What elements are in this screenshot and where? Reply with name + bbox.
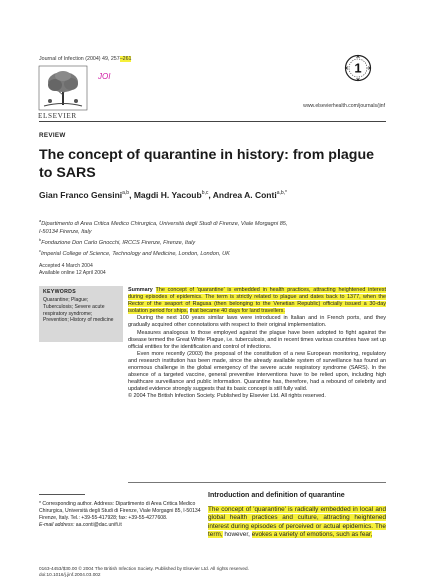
abstract-summary [128,287,386,401]
footnote-text: * Corresponding author. Address: Dipartimento di Area Critica Medico Chirurgica, Università degli Studi di Firenze, Viale Morgagni 85, I-50134 Firenze, Italy. Tel.: +39-55-417928; fax: +39-55-4277608. [39,501,201,521]
highlighted-text: The concept of 'quarantine' is embedded in health practices, attracting heightened interest during episodes of epidemics. The term is strictly related to plague and dates back to 1377, when the Rector of the seaport of Ragusa (then belonging to the Venetian Republic) officially issued a 30-day isolation period for ships, [128,287,386,315]
intro-paragraph [208,506,386,539]
keywords-heading: KEYWORDS [43,289,76,295]
section-label: REVIEW [39,132,66,139]
journal-ref-pages: –261 [119,56,132,62]
intro-heading: Introduction and definition of quarantine [208,491,345,499]
email-address[interactable]: aa.conti@dac.unifi.it [74,522,122,528]
affiliation-line: Imperial College of Science, Technology and Medicine, London, London, UK [41,251,230,258]
summary-paragraph: Measures analogous to those employed against the plague have been adopted to fight against the disease termed the Great White Plague, i.e. tuberculosis, and in recent times various countries have set up official entities for the identification and control of infections. [128,329,386,350]
author-affil-marker: a,b,* [276,190,287,197]
author-affil-marker: b,c [201,190,209,197]
highlighted-text: evokes a variety of emotions, such as fear, [251,530,373,538]
affiliation-item [39,217,386,236]
journal-ref-main: Journal of Infection (2004) 49, 257 [39,56,120,62]
issn-doi-block [39,566,386,579]
summary-paragraph: Even more recently (2003) the proposal of the constitution of a new European monitoring, regulatory and research institution has been made, since the already available system of surveillance has found an enormous challenge in the global emergency of the severe acute respiratory syndrome (SARS). In the absence of a targeted vaccine, general preventive interventions have to be relied upon, including high healthcare surveillance and public information. Quarantine has, therefore, had a rebound of celebrity and updated evidence strongly suggests that its basic concept is still fully valid. [128,350,386,393]
author-name: Gian Franco Gensini [39,190,123,200]
publisher-wordmark: ELSEVIER [38,112,77,120]
summary-paragraph [128,287,386,315]
affiliation-marker: c [39,248,41,254]
affiliation-marker: b [39,237,42,243]
highlighted-text: The concept of 'quarantine' is radically embedded in local and global health practices and culture, attracting heightened interest during episodes of perceived or actual epidemics. The term, [208,506,386,538]
summary-paragraph: During the next 100 years similar laws were introduced in Italian and in French ports, and they gradually acquired other connotations with respect to their original implementation. [128,315,386,329]
elsevier-tree-logo [38,65,88,111]
footnote-divider [39,494,85,495]
author-list: Gian Franco Gensini$^{a,b}$, Magdi H. Yacoub$^{b,c}$, Andrea A. Conti$^{a,b,*}$ [39,190,287,200]
affiliation-item [39,247,386,258]
summary-divider [128,482,386,483]
issn-line: 0163-4453/$30.00 © 2004 The British Infection Society. Published by Elsevier Ltd. All rights reserved. [39,566,249,571]
affiliation-line: Fondazione Don Carlo Gnocchi, IRCCS Firenze, Firenze, Italy [41,240,196,247]
author-name: Magdi H. Yacoub [133,190,202,200]
corresponding-author-footnote [39,501,204,529]
intro-plain-text: however, [222,530,252,538]
doi-line[interactable]: doi:10.1016/j.jinf.2004.03.002 [39,572,101,578]
email-label: E-mail address: [39,522,75,528]
keywords-list: Quarantine; Plague; Tuberculosis; Severe acute respiratory syndrome; Prevention; History of medicine [43,297,114,324]
header-divider [39,121,386,122]
affiliation-line: I-50134 Firenze, Italy [39,229,92,236]
copyright-notice: © 2004 The British Infection Society. Published by Elsevier Ltd. All rights reserved. [128,393,326,400]
highlighted-text: that became 40 days for land travellers. [189,308,285,315]
keywords-box [39,286,123,342]
affiliations [39,217,386,258]
paper-title: The concept of quarantine in history: from plague to SARS [39,147,375,181]
accepted-date: Accepted 4 March 2004 [39,263,93,269]
author-affil-marker: a,b [122,190,130,197]
journal-badge-icon [343,53,373,83]
available-date: Available online 12 April 2004 [39,270,106,276]
badge-number: 1 [354,60,362,76]
journal-url-link[interactable]: www.elsevierhealth.com/journals/jinf [303,103,385,109]
affiliation-line: Dipartimento di Area Critica Medico Chirurgica, Università degli Studi di Firenze, Viale Morgagni 85, [41,220,288,227]
footnote-email-line [39,522,204,529]
journal-reference [39,56,131,62]
affiliation-item [39,236,386,247]
affiliation-marker: a [39,218,42,223]
joi-tag: JOI [98,72,111,81]
summary-label: Summary [128,287,153,293]
author-name: Andrea A. Conti [212,190,277,200]
article-dates [39,263,106,277]
